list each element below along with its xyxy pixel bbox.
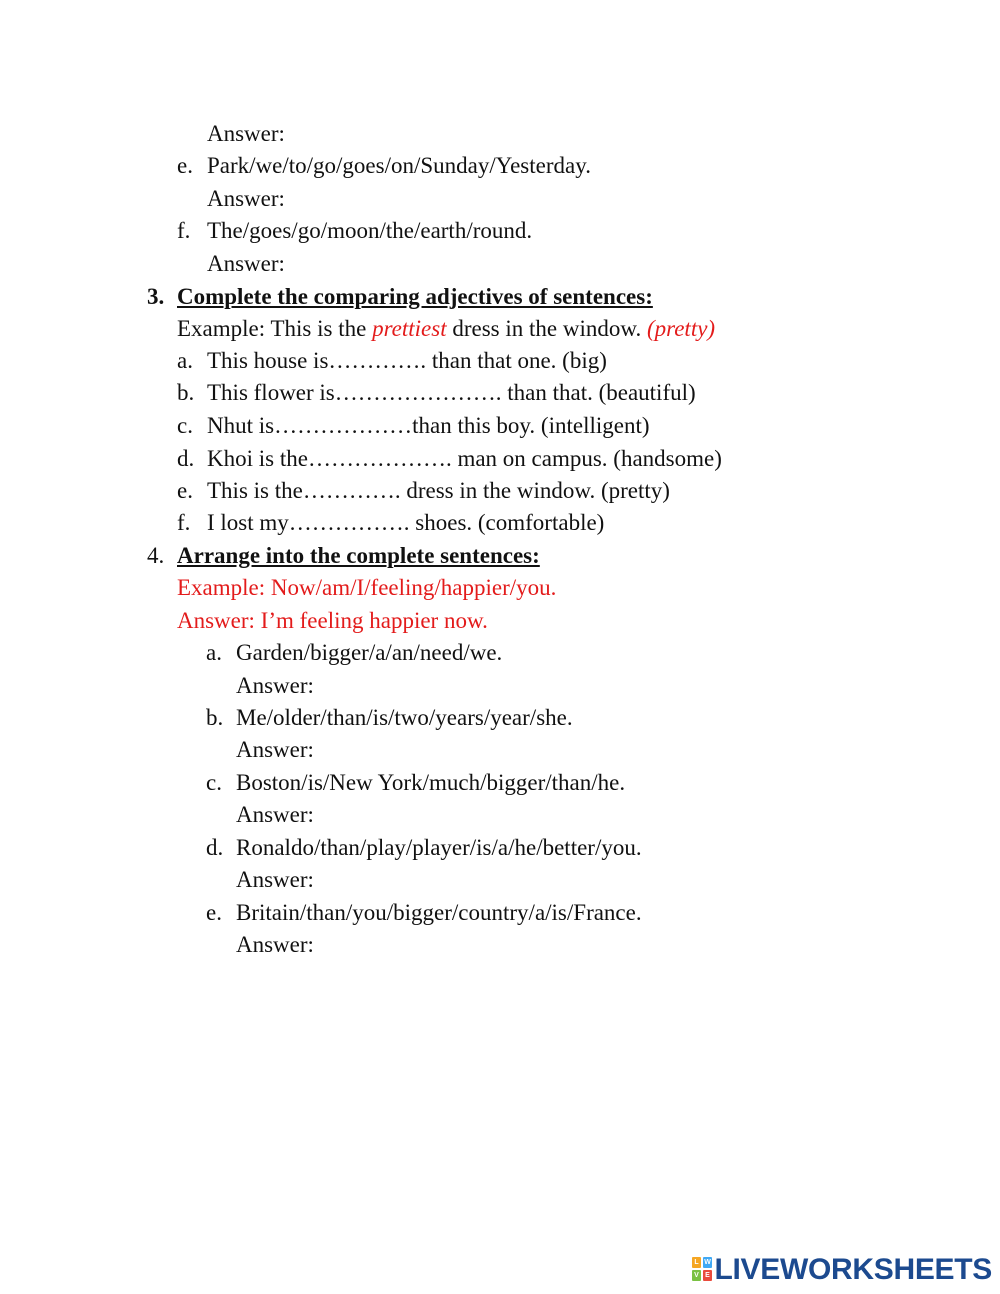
- item-text: This house is…………. than that one. (big): [207, 348, 607, 373]
- item-text: The/goes/go/moon/the/earth/round.: [207, 218, 533, 243]
- list-item: [177, 444, 722, 474]
- item-label: c.: [206, 770, 222, 795]
- answer-line: Answer:: [207, 251, 285, 276]
- example-answer: prettiest: [372, 316, 447, 341]
- item-label: d.: [177, 446, 195, 471]
- section-4-heading: [147, 541, 540, 571]
- list-item: [177, 378, 696, 408]
- item-text: Ronaldo/than/play/player/is/a/he/better/you.: [236, 835, 642, 860]
- example-hint: (pretty): [646, 316, 716, 341]
- list-item: [206, 703, 573, 733]
- example-middle: dress in the window.: [446, 316, 647, 341]
- logo-tile: W: [704, 1259, 711, 1266]
- logo-text: LIVEWORKSHEETS: [714, 1253, 992, 1286]
- logo-tiles-icon: [692, 1257, 712, 1283]
- item-text: I lost my……………. shoes. (comfortable): [207, 510, 605, 535]
- logo-tile: E: [703, 1270, 712, 1281]
- section-title: Complete the comparing adjectives of sentences:: [177, 284, 653, 309]
- answer-line: Answer:: [236, 802, 314, 827]
- section-3-example: [177, 314, 715, 344]
- item-text: Britain/than/you/bigger/country/a/is/France.: [236, 900, 642, 925]
- answer-line: Answer:: [236, 932, 314, 957]
- item-text: This flower is…………………. than that. (beautiful): [207, 380, 696, 405]
- logo-tile: L: [692, 1257, 701, 1268]
- liveworksheets-logo: [692, 1252, 992, 1288]
- list-item: [177, 508, 604, 538]
- item-label: a.: [206, 640, 222, 665]
- list-item: [177, 216, 532, 246]
- list-item: [206, 638, 502, 668]
- answer-line: Answer:: [236, 867, 314, 892]
- section-4-example: Example: Now/am/I/feeling/happier/you.: [177, 575, 557, 600]
- item-label: d.: [206, 835, 224, 860]
- item-label: f.: [177, 510, 191, 535]
- item-text: Nhut is………………than this boy. (intelligent): [207, 413, 650, 438]
- list-item: [177, 411, 650, 441]
- answer-line: Answer:: [207, 121, 285, 146]
- answer-line: Answer:: [236, 673, 314, 698]
- list-item: [177, 476, 670, 506]
- list-item: [177, 346, 607, 376]
- section-4-example-answer: Answer: I’m feeling happier now.: [177, 608, 488, 633]
- section-title: Arrange into the complete sentences:: [177, 543, 540, 568]
- answer-line: Answer:: [207, 186, 285, 211]
- list-item: [206, 898, 642, 928]
- list-item: [177, 151, 591, 181]
- item-text: Boston/is/New York/much/bigger/than/he.: [236, 770, 626, 795]
- section-number: 4.: [147, 543, 165, 568]
- item-text: Garden/bigger/a/an/need/we.: [236, 640, 503, 665]
- list-item: [206, 768, 625, 798]
- example-prefix: Example: This is the: [177, 316, 373, 341]
- item-label: c.: [177, 413, 193, 438]
- item-text: This is the…………. dress in the window. (pretty): [207, 478, 670, 503]
- answer-line: Answer:: [236, 737, 314, 762]
- logo-tile: V: [692, 1270, 701, 1281]
- item-text: Park/we/to/go/goes/on/Sunday/Yesterday.: [207, 153, 591, 178]
- item-text: Me/older/than/is/two/years/year/she.: [236, 705, 573, 730]
- section-3-heading: [147, 282, 653, 312]
- item-label: e.: [177, 478, 193, 503]
- item-label: e.: [206, 900, 222, 925]
- item-label: f.: [177, 218, 191, 243]
- item-text: Khoi is the………………. man on campus. (handsome): [207, 446, 722, 471]
- item-label: b.: [206, 705, 224, 730]
- item-label: a.: [177, 348, 193, 373]
- section-number: 3.: [147, 284, 165, 309]
- list-item: [206, 833, 642, 863]
- item-label: e.: [177, 153, 193, 178]
- item-label: b.: [177, 380, 195, 405]
